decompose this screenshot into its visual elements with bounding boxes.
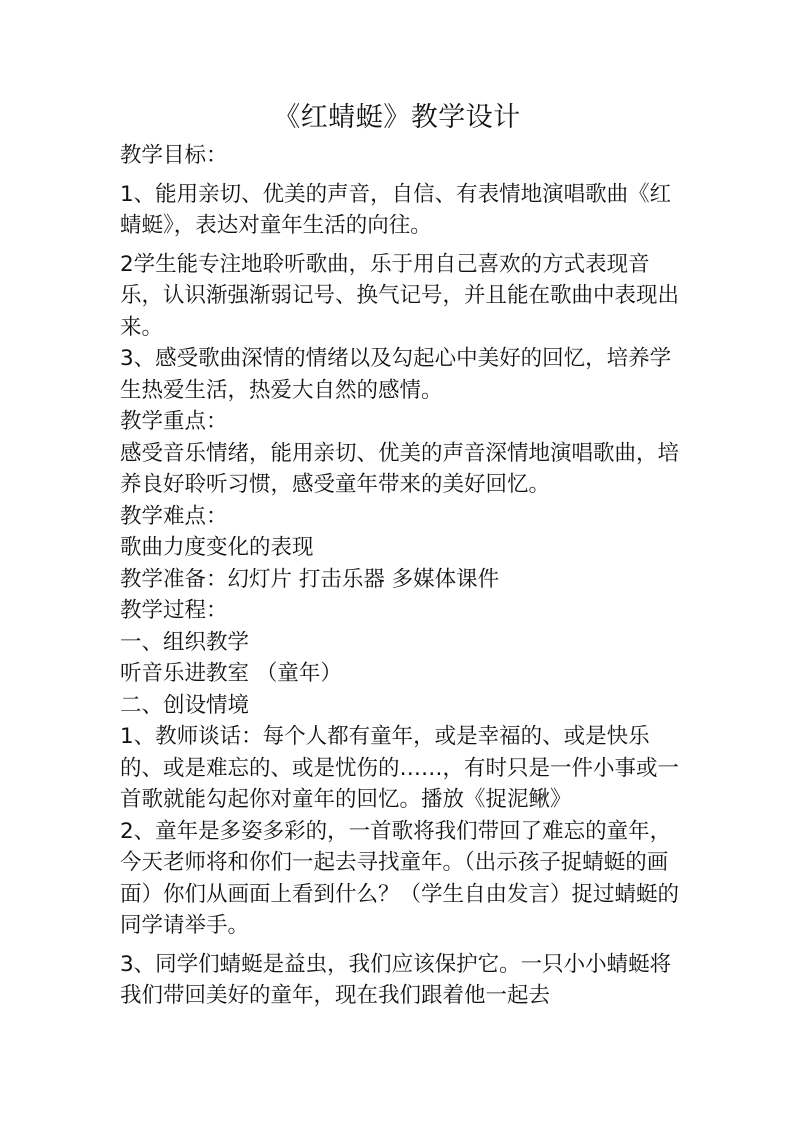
paragraph-step-2: 2、童年是多姿多彩的，一首歌将我们带回了难忘的童年，今天老师将和你们一起去寻找童年。（出示孩子捉蜻蜓的画面）你们从画面上看到什么？（学生自由发言）捉过蜻蜓的同学请举手。 — [120, 818, 680, 938]
paragraph-difficulties: 歌曲力度变化的表现 — [120, 535, 314, 560]
paragraph-section-1: 一、组织教学 — [120, 629, 250, 655]
paragraph-key-points-heading: 教学重点： — [120, 409, 228, 434]
paragraph-section-2: 二、创设情境 — [120, 692, 250, 718]
document-title: 《红蜻蜓》教学设计 — [273, 102, 521, 133]
paragraph-difficulties-heading: 教学难点： — [120, 503, 228, 529]
paragraph-preparation: 教学准备：幻灯片 打击乐器 多媒体课件 — [120, 566, 500, 592]
paragraph-objective-2: 2学生能专注地聆听歌曲，乐于用自己喜欢的方式表现音乐，认识渐强渐弱记号、换气记号，并且能在歌曲中表现出来。 — [120, 251, 680, 340]
paragraph-objectives-heading: 教学目标： — [120, 143, 228, 168]
paragraph-enter-classroom: 听音乐进教室 （童年） — [120, 661, 342, 686]
paragraph-step-3: 3、同学们蜻蜓是益虫，我们应该保护它。一只小小蜻蜓将我们带回美好的童年，现在我们跟着他一起去 — [120, 951, 672, 1008]
document-body — [120, 140, 680, 1012]
paragraph-objective-3: 3、感受歌曲深情的情绪以及勾起心中美好的回忆，培养学生热爱生活，热爱大自然的感情。 — [120, 346, 672, 403]
paragraph-objective-1: 1、能用亲切、优美的声音，自信、有表情地演唱歌曲《红蜻蜓》，表达对童年生活的向往。 — [120, 181, 672, 238]
paragraph-step-1: 1、教师谈话：每个人都有童年，或是幸福的、或是快乐的、或是难忘的、或是忧伤的……，有时只是一件小事或一首歌就能勾起你对童年的回忆。播放《捉泥鳅》 — [120, 724, 680, 812]
paragraph-process-heading: 教学过程： — [120, 598, 228, 623]
paragraph-key-points: 感受音乐情绪，能用亲切、优美的声音深情地演唱歌曲，培养良好聆听习惯，感受童年带来的美好回忆。 — [120, 440, 680, 497]
